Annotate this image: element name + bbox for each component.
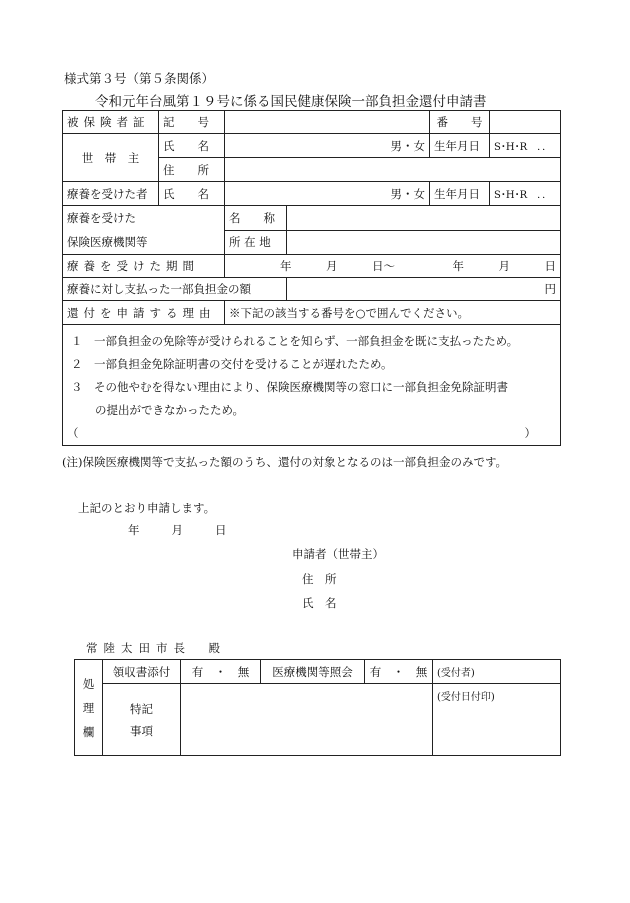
reason-item-3-continued: の提出ができなかったため。 [95,403,245,417]
symbol-label: 記 号 [159,111,225,134]
patient-label: 療養を受けた者 [63,182,159,206]
patient-name-label: 氏 名 [159,182,225,206]
facility-name-label: 名 称 [225,206,287,231]
special-notes-field[interactable] [181,684,433,756]
footnote: (注)保険医療機関等で支払った額のうち、還付の対象となるのは一部負担金のみです。 [62,455,508,469]
office-table [74,659,561,756]
householder-address-label: 住 所 [159,158,225,182]
householder-dob-field[interactable]: S･H･R ．． [490,134,561,158]
number-field[interactable] [490,111,561,134]
special-notes-label: 特記 事項 [103,684,181,756]
symbol-field[interactable] [225,111,430,134]
form-title: 令和元年台風第１９号に係る国民健康保険一部負担金還付申請書 [95,94,487,110]
apply-date[interactable]: 年 月 日 [128,523,230,537]
facility-label-line2: 保険医療機関等 [67,235,148,249]
householder-sex[interactable]: 男・女 [390,138,425,153]
householder-name-label: 氏 名 [159,134,225,158]
inquiry-yesno[interactable]: 有 ・ 無 [365,660,433,684]
reason-item-1[interactable]: １ 一部負担金の免除等が受けられることを知らず、一部負担金を既に支払ったため。 [71,334,519,348]
number-label: 番 号 [430,111,490,134]
paren-open: （ [67,426,79,440]
other-reason-field[interactable] [67,425,554,445]
form-number: 様式第３号（第５条関係） [64,71,215,86]
householder-address-field[interactable] [225,158,561,182]
stamp-field[interactable]: (受付日付印) [433,684,561,756]
period-field[interactable]: 年 月 日～ 年 月 日 [225,255,561,278]
householder-dob-label: 生年月日 [430,134,490,158]
yen-unit: 円 [544,282,556,296]
applicant-address-label: 住 所 [302,572,337,586]
reason-item-3[interactable]: ３ その他やむを得ない理由により、保険医療機関等の窓口に一部負担金免除証明書 [71,380,508,394]
period-label: 療養を受けた期間 [63,255,225,278]
paid-amount-field[interactable] [287,278,561,301]
apply-statement: 上記のとおり申請します。 [78,501,216,515]
reason-label: 還付を申請する理由 [63,301,225,325]
applicant-label: 申請者（世帯主） [292,547,384,561]
patient-sex[interactable]: 男・女 [390,186,425,201]
facility-label-line1: 療養を受けた [67,211,136,225]
facility-location-label: 所 在 地 [225,230,287,255]
receipt-yesno[interactable]: 有 ・ 無 [181,660,261,684]
householder-label: 世 帯 主 [63,134,159,182]
inquiry-label: 医療機関等照会 [261,660,365,684]
patient-dob-label: 生年月日 [430,182,490,206]
patient-name-field[interactable] [225,182,430,206]
paid-amount-label: 療養に対し支払った一部負担金の額 [63,278,287,301]
reason-item-2[interactable]: ２ 一部負担金免除証明書の交付を受けることが遅れたため。 [71,357,393,371]
facility-label [63,206,225,255]
householder-name-field[interactable] [225,134,430,158]
addressee: 常陸太田市長 殿 [86,641,226,655]
facility-location-field[interactable] [287,230,561,255]
applicant-name-label: 氏 名 [302,596,337,610]
patient-dob-field[interactable]: S･H･R ．． [490,182,561,206]
receipt-label: 領収書添付 [103,660,181,684]
office-label: 処 理 欄 [75,660,103,756]
application-table [62,110,561,446]
reason-list [63,325,561,446]
paren-close: ） [524,426,536,440]
facility-name-field[interactable] [287,206,561,231]
insured-cert-label: 被保険者証 [63,111,159,134]
reason-note: ※下記の該当する番号を○で囲んでください。 [225,301,561,325]
receiver-field[interactable]: (受付者) [433,660,561,684]
